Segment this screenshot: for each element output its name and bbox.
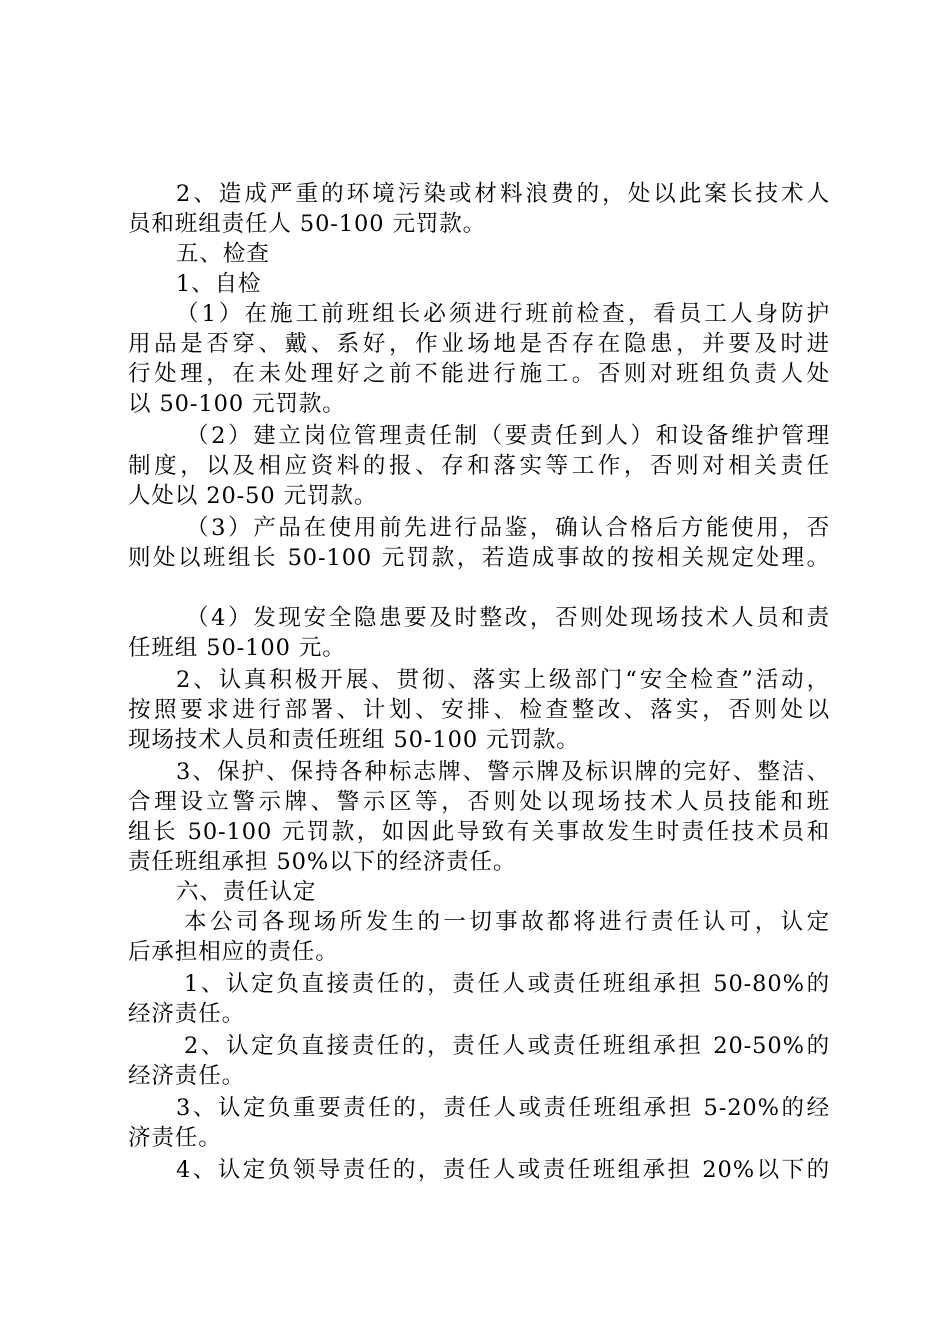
- text-line: 以 50-100 元罚款。: [128, 391, 346, 417]
- text-line: 组长 50-100 元罚款，如因此导致有关事故发生时责任技术员和: [128, 819, 830, 845]
- text-line: 则处以班组长 50-100 元罚款，若造成事故的按相关规定处理。: [128, 545, 830, 571]
- text-line: （3）产品在使用前先进行品鉴，确认合格后方能使用，否: [186, 515, 830, 541]
- text-line: 经济责任。: [128, 1063, 246, 1089]
- text-line: 4、认定负领导责任的，责任人或责任班组承担 20%以下的: [176, 1157, 830, 1183]
- text-line: 3、认定负重要责任的，责任人或责任班组承担 5-20%的经: [176, 1095, 830, 1121]
- text-line: 2、造成严重的环境污染或材料浪费的，处以此案长技术人: [176, 181, 830, 207]
- text-line: 人处以 20-50 元罚款。: [128, 483, 378, 509]
- section-heading: 六、责任认定: [176, 879, 317, 905]
- text-line: 本公司各现场所发生的一切事故都将进行责任认可，认定: [184, 909, 830, 935]
- text-line: （2）建立岗位管理责任制（要责任到人）和设备维护管理: [186, 423, 830, 449]
- text-line: 责任班组承担 50%以下的经济责任。: [128, 849, 517, 875]
- text-line: （4）发现安全隐患要及时整改，否则处现场技术人员和责: [186, 605, 830, 631]
- text-line: 后承担相应的责任。: [128, 939, 339, 965]
- text-line: 3、保护、保持各种标志牌、警示牌及标识牌的完好、整洁、: [176, 759, 830, 785]
- text-line: 按照要求进行部署、计划、安排、检查整改、落实，否则处以: [128, 697, 830, 723]
- text-line: 2、认真积极开展、贯彻、落实上级部门“安全检查”活动，: [176, 667, 830, 693]
- text-line: （1）在施工前班组长必须进行班前检查，看员工人身防护: [176, 301, 830, 327]
- subsection-heading: 1、自检: [176, 271, 262, 297]
- text-line: 现场技术人员和责任班组 50-100 元罚款。: [128, 727, 580, 753]
- section-heading: 五、检查: [176, 241, 270, 267]
- text-line: 2、认定负直接责任的，责任人或责任班组承担 20-50%的: [184, 1033, 830, 1059]
- text-line: 制度，以及相应资料的报、存和落实等工作，否则对相关责任: [128, 453, 830, 479]
- text-line: 任班组 50-100 元。: [128, 635, 346, 661]
- text-line: 合理设立警示牌、警示区等，否则处以现场技术人员技能和班: [128, 789, 830, 815]
- text-line: 济责任。: [128, 1125, 222, 1151]
- text-line: 经济责任。: [128, 1001, 246, 1027]
- text-line: 用品是否穿、戴、系好，作业场地是否存在隐患，并要及时进: [128, 331, 830, 357]
- text-line: 1、认定负直接责任的，责任人或责任班组承担 50-80%的: [184, 971, 830, 997]
- document-page: [128, 0, 830, 1344]
- text-line: 员和班组责任人 50-100 元罚款。: [128, 211, 487, 237]
- text-line: 行处理，在未处理好之前不能进行施工。否则对班组负责人处: [128, 361, 830, 387]
